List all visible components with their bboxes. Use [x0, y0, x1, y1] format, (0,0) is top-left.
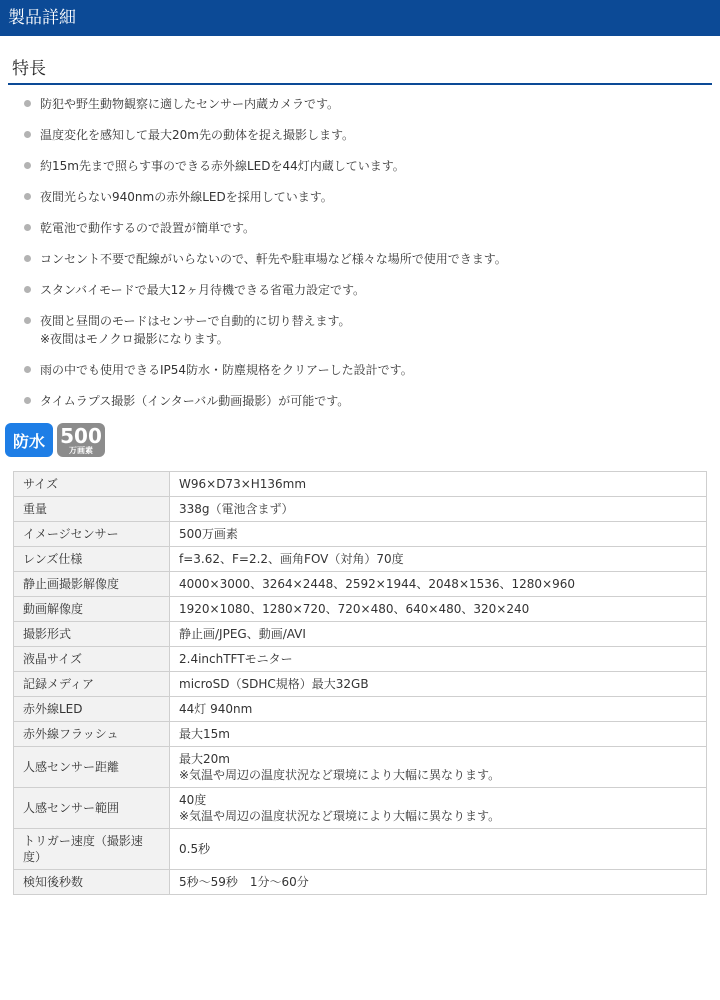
feature-item	[24, 188, 720, 206]
spec-value	[170, 697, 707, 722]
feature-text: 乾電池で動作するので設置が簡単です。	[40, 221, 256, 235]
spec-label: 赤外線LED	[14, 697, 170, 722]
feature-text: スタンバイモードで最大12ヶ月待機できる省電力設定です。	[40, 283, 365, 297]
feature-item	[24, 157, 720, 175]
spec-label: 動画解像度	[14, 597, 170, 622]
spec-value-line: 最大15m	[179, 727, 230, 741]
feature-item	[24, 281, 720, 299]
feature-text: 雨の中でも使用できるIP54防水・防塵規格をクリアーした設計です。	[40, 363, 413, 377]
megapixel-badge	[57, 423, 105, 457]
megapixel-badge-number: 500	[60, 423, 102, 448]
spec-label: 赤外線フラッシュ	[14, 722, 170, 747]
spec-value-line: 0.5秒	[179, 842, 211, 856]
feature-item	[24, 361, 720, 379]
spec-row	[14, 722, 707, 747]
spec-label: 撮影形式	[14, 622, 170, 647]
spec-value-line: 1920×1080、1280×720、720×480、640×480、320×240	[179, 602, 530, 616]
spec-row	[14, 829, 707, 870]
spec-value-line: 2.4inchTFTモニター	[179, 652, 293, 666]
spec-label: 液晶サイズ	[14, 647, 170, 672]
feature-item	[24, 95, 720, 113]
feature-item	[24, 312, 720, 348]
feature-item	[24, 250, 720, 268]
spec-value	[170, 547, 707, 572]
spec-row	[14, 497, 707, 522]
spec-value	[170, 497, 707, 522]
spec-row	[14, 672, 707, 697]
spec-row	[14, 572, 707, 597]
spec-value-line: 338g（電池含まず）	[179, 502, 294, 516]
feature-text: コンセント不要で配線がいらないので、軒先や駐車場など様々な場所で使用できます。	[40, 252, 507, 266]
spec-label: 検知後秒数	[14, 870, 170, 895]
spec-value-line: 最大20m	[179, 752, 230, 766]
feature-item	[24, 219, 720, 237]
spec-label: 人感センサー範囲	[14, 788, 170, 829]
spec-row	[14, 647, 707, 672]
spec-value	[170, 647, 707, 672]
spec-label: 静止画撮影解像度	[14, 572, 170, 597]
spec-value	[170, 870, 707, 895]
spec-value	[170, 747, 707, 788]
feature-text: タイムラプス撮影（インターバル動画撮影）が可能です。	[40, 394, 350, 408]
spec-value	[170, 572, 707, 597]
spec-label: イメージセンサー	[14, 522, 170, 547]
spec-row	[14, 788, 707, 829]
spec-value	[170, 672, 707, 697]
feature-text: 防犯や野生動物観察に適したセンサー内蔵カメラです。	[40, 97, 340, 111]
spec-row	[14, 522, 707, 547]
spec-value-line: 40度	[179, 793, 207, 807]
spec-value-line: ※気温や周辺の温度状況など環境により大幅に異なります。	[179, 768, 501, 782]
page-header	[0, 0, 720, 36]
spec-value-line: f=3.62、F=2.2、画角FOV（対角）70度	[179, 552, 404, 566]
spec-value-line: ※気温や周辺の温度状況など環境により大幅に異なります。	[179, 809, 501, 823]
spec-label: トリガー速度（撮影速度）	[14, 829, 170, 870]
spec-value-line: W96×D73×H136mm	[179, 477, 307, 491]
section-title-features: 特長	[8, 54, 712, 85]
spec-value	[170, 788, 707, 829]
spec-row	[14, 597, 707, 622]
feature-item	[24, 126, 720, 144]
spec-row	[14, 472, 707, 497]
megapixel-badge-unit: 万画素	[69, 445, 93, 455]
feature-text: 夜間光らない940nmの赤外線LEDを採用しています。	[40, 190, 333, 204]
spec-row	[14, 747, 707, 788]
spec-value	[170, 722, 707, 747]
page-title: 製品詳細	[8, 8, 76, 28]
spec-value-line: 500万画素	[179, 527, 238, 541]
feature-text: ※夜間はモノクロ撮影になります。	[40, 332, 229, 346]
feature-text: 約15m先まで照らす事のできる赤外線LEDを44灯内蔵しています。	[40, 159, 405, 173]
feature-item	[24, 392, 720, 410]
spec-value-line: 4000×3000、3264×2448、2592×1944、2048×1536、1280×960	[179, 577, 576, 591]
spec-value-line: microSD（SDHC規格）最大32GB	[179, 677, 369, 691]
spec-value	[170, 522, 707, 547]
spec-value-line: 静止画/JPEG、動画/AVI	[179, 627, 306, 641]
spec-table	[13, 471, 707, 895]
spec-label: レンズ仕様	[14, 547, 170, 572]
feature-list	[0, 95, 720, 410]
spec-value	[170, 829, 707, 870]
spec-row	[14, 622, 707, 647]
waterproof-badge: 防水	[5, 423, 53, 457]
spec-value	[170, 597, 707, 622]
spec-row	[14, 547, 707, 572]
spec-row	[14, 697, 707, 722]
spec-label: サイズ	[14, 472, 170, 497]
spec-value	[170, 622, 707, 647]
badge-row	[5, 423, 720, 457]
spec-value-line: 44灯 940nm	[179, 702, 253, 716]
spec-value	[170, 472, 707, 497]
spec-label: 重量	[14, 497, 170, 522]
spec-value-line: 5秒～59秒 1分～60分	[179, 875, 309, 889]
spec-row	[14, 870, 707, 895]
feature-text: 夜間と昼間のモードはセンサーで自動的に切り替えます。	[40, 314, 351, 328]
spec-label: 人感センサー距離	[14, 747, 170, 788]
spec-label: 記録メディア	[14, 672, 170, 697]
feature-text: 温度変化を感知して最大20m先の動体を捉え撮影します。	[40, 128, 355, 142]
